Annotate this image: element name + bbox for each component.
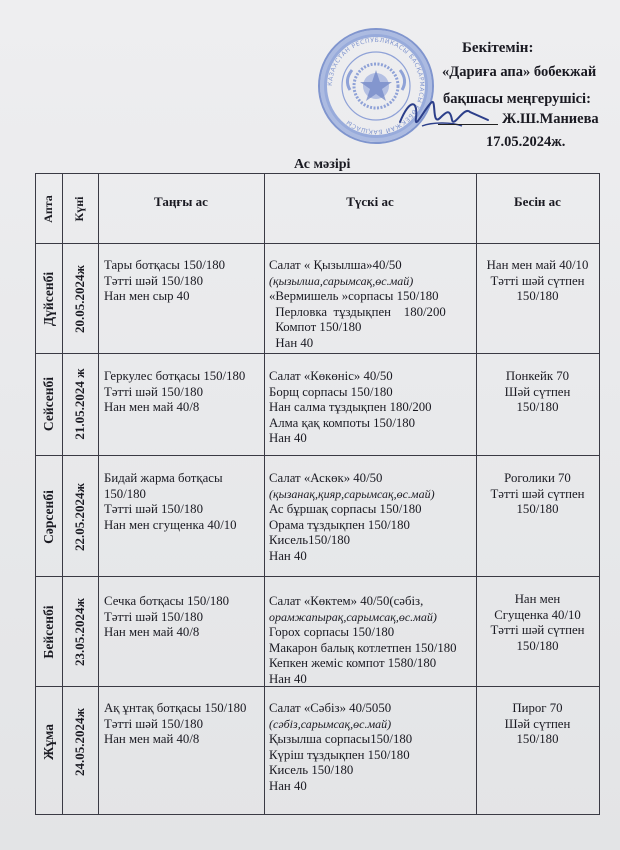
breakfast-item: Тары ботқасы 150/180 bbox=[104, 258, 226, 272]
lunch-item: Нан 40 bbox=[269, 335, 314, 350]
lunch-item: Нан 40 bbox=[269, 431, 307, 446]
snack-item: Шәй сүтпен bbox=[504, 384, 571, 399]
lunch-item: (сәбіз,сарымсақ,өс.май) bbox=[269, 716, 392, 731]
row-weekday: Сәрсенбі bbox=[41, 490, 56, 544]
breakfast-item: Тәтті шәй 150/180 bbox=[104, 273, 203, 288]
row-date: 21.05.2024 ж bbox=[72, 368, 87, 440]
row-snack bbox=[476, 369, 599, 416]
header-day: Күні bbox=[72, 196, 86, 222]
snack-item: 150/180 bbox=[516, 289, 559, 304]
breakfast-item: Тәтті шәй 150/180 bbox=[104, 609, 203, 624]
snack-item: Понкейк 70 bbox=[505, 369, 570, 383]
lunch-item: Горох сорпасы 150/180 bbox=[269, 625, 395, 640]
row-divider bbox=[36, 243, 599, 244]
snack-item: Тәтті шәй сүтпен bbox=[490, 623, 585, 638]
header-week: Апта bbox=[41, 195, 55, 223]
breakfast-item: Сечка ботқасы 150/180 bbox=[104, 594, 230, 608]
row-snack bbox=[476, 471, 599, 518]
row-weekday: Сейсенбі bbox=[41, 376, 56, 432]
breakfast-item: Бидай жарма ботқасы bbox=[104, 471, 223, 485]
snack-item: Тәтті шәй сүтпен bbox=[490, 486, 585, 501]
row-lunch bbox=[269, 258, 446, 352]
breakfast-item: Ақ ұнтақ ботқасы 150/180 bbox=[104, 701, 247, 715]
lunch-item: Салат «Аскөк» 40/50 bbox=[269, 471, 383, 485]
breakfast-item: Нан мен май 40/8 bbox=[104, 400, 200, 415]
approval-heading: Бекітемін: bbox=[462, 40, 534, 56]
lunch-item: Салат «Көкөніс» 40/50 bbox=[269, 369, 393, 383]
breakfast-item: Тәтті шәй 150/180 bbox=[104, 502, 203, 517]
breakfast-item: Нан мен сыр 40 bbox=[104, 289, 190, 304]
row-date: 24.05.2024ж bbox=[72, 708, 87, 776]
row-divider bbox=[36, 353, 599, 354]
lunch-item: Алма қақ компоты 150/180 bbox=[269, 415, 416, 430]
snack-item: Нан мен bbox=[514, 592, 561, 606]
menu-table bbox=[35, 173, 600, 815]
lunch-item: (қызанақ,қияр,сарымсақ,өс.май) bbox=[269, 486, 435, 501]
approval-position: бақшасы меңгерушісі: bbox=[443, 91, 591, 107]
lunch-item: Нан 40 bbox=[269, 671, 307, 686]
snack-item: Нан мен май 40/10 bbox=[486, 258, 589, 272]
lunch-item: Борщ сорпасы 150/180 bbox=[269, 384, 393, 399]
header-lunch: Түскі ас bbox=[346, 194, 394, 209]
row-weekday: Бейсенбі bbox=[41, 605, 56, 659]
row-weekday: Жұма bbox=[41, 724, 56, 760]
lunch-item: Нан 40 bbox=[269, 778, 307, 793]
row-lunch bbox=[269, 701, 412, 795]
breakfast-item: Тәтті шәй 150/180 bbox=[104, 716, 203, 731]
lunch-item: Салат «Сәбіз» 40/5050 bbox=[269, 701, 392, 715]
signature-line bbox=[438, 124, 498, 125]
lunch-item: Салат «Көктем» 40/50(сәбіз, bbox=[269, 594, 424, 608]
lunch-item: Кисель150/180 bbox=[269, 533, 351, 548]
breakfast-item: Нан мен май 40/8 bbox=[104, 732, 200, 747]
menu-title: Ас мәзірі bbox=[294, 157, 351, 172]
lunch-item: Нан 40 bbox=[269, 548, 307, 563]
snack-item: 150/180 bbox=[516, 732, 559, 747]
lunch-item: Кисель 150/180 bbox=[269, 763, 354, 778]
col-divider bbox=[264, 174, 265, 814]
lunch-item: Перловка тұздықпен 180/200 bbox=[269, 304, 446, 319]
row-date: 23.05.2024ж bbox=[72, 598, 87, 666]
approval-date: 17.05.2024ж. bbox=[486, 134, 566, 150]
lunch-item: Орама тұздықпен 150/180 bbox=[269, 517, 410, 532]
row-divider bbox=[36, 455, 599, 456]
row-snack bbox=[476, 258, 599, 305]
row-breakfast bbox=[104, 471, 237, 533]
lunch-item: Нан салма тұздықпен 180/200 bbox=[269, 400, 432, 415]
lunch-item: Қызылша сорпасы150/180 bbox=[269, 732, 413, 747]
seal-ring-text: КАЗАХСТАН РЕСПУБЛИКАСЫ БАСҚАРМАСЫ БӨБЕКЖАЙ БАҚШАСЫ bbox=[326, 36, 426, 136]
breakfast-item: 150/180 bbox=[104, 486, 146, 501]
row-lunch bbox=[269, 369, 432, 447]
snack-item: Роголики 70 bbox=[504, 471, 571, 485]
snack-item: Сгущенка 40/10 bbox=[494, 607, 581, 622]
lunch-item: Кепкен жеміс компот 1580/180 bbox=[269, 656, 437, 671]
breakfast-item: Нан мен сгущенка 40/10 bbox=[104, 517, 237, 532]
col-divider bbox=[98, 174, 99, 814]
breakfast-item: Тәтті шәй 150/180 bbox=[104, 384, 203, 399]
snack-item: Пирог 70 bbox=[512, 701, 563, 715]
header-breakfast: Таңғы ас bbox=[154, 194, 208, 209]
lunch-item: Күріш тұздықпен 150/180 bbox=[269, 747, 410, 762]
row-lunch bbox=[269, 594, 457, 688]
breakfast-item: Геркулес ботқасы 150/180 bbox=[104, 369, 246, 383]
lunch-item: Салат « Қызылша»40/50 bbox=[269, 258, 402, 272]
lunch-item: (қызылша,сарымсақ,өс.май) bbox=[269, 273, 414, 288]
row-divider bbox=[36, 576, 599, 577]
row-breakfast bbox=[104, 369, 245, 416]
snack-item: 150/180 bbox=[516, 502, 559, 517]
snack-item: Тәтті шәй сүтпен bbox=[490, 273, 585, 288]
snack-item: 150/180 bbox=[516, 400, 559, 415]
signer-name: Ж.Ш.Маниева bbox=[502, 111, 599, 127]
row-snack bbox=[476, 592, 599, 654]
col-divider bbox=[62, 174, 63, 814]
row-date: 20.05.2024ж bbox=[72, 265, 87, 333]
approval-org: «Дариға апа» бобекжай bbox=[442, 64, 597, 80]
lunch-item: орамжапырақ,сарымсақ,өс.май) bbox=[269, 609, 437, 624]
snack-item: 150/180 bbox=[516, 638, 559, 653]
row-date: 22.05.2024ж bbox=[72, 483, 87, 551]
row-breakfast bbox=[104, 258, 225, 305]
header-snack: Бесін ас bbox=[514, 194, 561, 209]
row-lunch bbox=[269, 471, 435, 565]
row-breakfast bbox=[104, 701, 246, 748]
breakfast-item: Нан мен май 40/8 bbox=[104, 625, 200, 640]
row-snack bbox=[476, 701, 599, 748]
lunch-item: Ас бұршақ сорпасы 150/180 bbox=[269, 502, 422, 517]
lunch-item: «Вермишель »сорпасы 150/180 bbox=[269, 289, 439, 304]
lunch-item: Макарон балық котлетпен 150/180 bbox=[269, 640, 457, 655]
row-weekday: Дүйсенбі bbox=[41, 271, 56, 327]
lunch-item: Компот 150/180 bbox=[269, 320, 362, 335]
approval-signer bbox=[438, 111, 599, 128]
snack-item: Шәй сүтпен bbox=[504, 716, 571, 731]
row-breakfast bbox=[104, 594, 229, 641]
